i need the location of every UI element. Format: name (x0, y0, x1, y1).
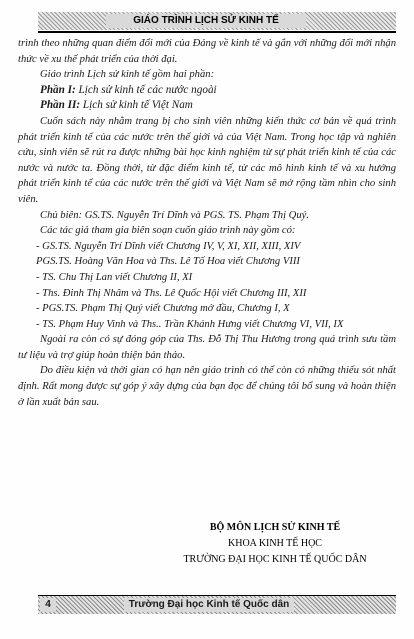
part-1-label: Phần I: (40, 83, 76, 96)
part-2-title: Lịch sử kinh tế Việt Nam (80, 99, 193, 112)
signature-faculty: KHOA KINH TẾ HỌC (228, 538, 322, 549)
paragraph-authors-intro: Các tác giả tham gia biên soạn cuốn giáo trình này gồm có: (40, 225, 296, 237)
author-item: - Ths. Đinh Thị Nhâm và Ths. Lê Quốc Hội viết Chương III, XII (36, 287, 307, 299)
author-item: PGS.TS. Hoàng Văn Hoa và Ths. Lê Tố Hoa viết Chương VIII (36, 256, 300, 268)
part-1-line (40, 83, 396, 99)
paragraph-structure: Giáo trình Lịch sử kinh tế gồm hai phần: (40, 69, 215, 81)
part-2-label: Phần II: (40, 99, 81, 112)
paragraph-editors: Chủ biên: GS.TS. Nguyễn Trí Dĩnh và PGS. TS. Phạm Thị Quý. (40, 209, 309, 221)
paragraph-purpose: Cuốn sách này nhằm trang bị cho sinh viên những kiến thức cơ bản về quá trình phát triển kinh tế của các nước trên thế giới và của Việt Nam. Trong học tập và nghiên cứu, sinh viên sẽ rút ra được những bài học kinh nghiệm từ sự phát triển kinh tế của các nước và nước ta. Đồng thời, từ đặc điểm kinh tế, từ các mô hình kinh tế và xu hướng phát triển kinh tế của các nước trên thế giới và Việt Nam sẽ mở rộng tầm nhìn cho sinh viên. (18, 115, 396, 205)
paragraph-acknowledgement: Ngoài ra còn có sự đóng góp của Ths. Đỗ Thị Thu Hương trong quá trình sưu tầm tư liệu và trợ giúp hoàn thiện bản thảo. (18, 334, 396, 361)
paragraph-intro-continued: trình theo những quan điểm đổi mới của Đảng về kinh tế và gắn với những đổi mới nhận thức về xu thế phát triển của thời đại. (18, 38, 396, 65)
signature-university: TRƯỜNG ĐẠI HỌC KINH TẾ QUỐC DÂN (183, 554, 367, 565)
part-1-title: Lịch sử kinh tế các nước ngoài (75, 83, 217, 96)
signature-block (0, 520, 414, 568)
part-2-line (40, 98, 396, 114)
signature-department: BỘ MÔN LỊCH SỬ KINH TẾ (209, 522, 341, 533)
header-rule (38, 31, 396, 33)
body-text (18, 36, 396, 410)
running-header-title: GIÁO TRÌNH LỊCH SỬ KINH TẾ (106, 14, 306, 28)
page-number: 4 (40, 598, 56, 612)
running-footer-title: Trường Đại học Kinh tế Quốc dân (124, 598, 294, 612)
paragraph-closing: Do điều kiện và thời gian có hạn nên giáo trình có thể còn có những thiếu sót nhất định. Rất mong được sự góp ý xây dựng của bạn đọc để chúng tôi bổ sung và hoàn thiện ở lần xuất bản sau. (18, 365, 396, 408)
author-item: - GS.TS. Nguyễn Trí Dĩnh viết Chương IV, V, XI, XII, XIII, XIV (36, 240, 301, 252)
author-item: - PGS.TS. Phạm Thị Quý viết Chương mở đầu, Chương I, X (36, 303, 290, 315)
author-item: - TS. Phạm Huy Vinh và Ths.. Trần Khánh Hưng viết Chương VI, VII, IX (36, 318, 344, 330)
author-item: - TS. Chu Thị Lan viết Chương II, XI (36, 271, 193, 283)
